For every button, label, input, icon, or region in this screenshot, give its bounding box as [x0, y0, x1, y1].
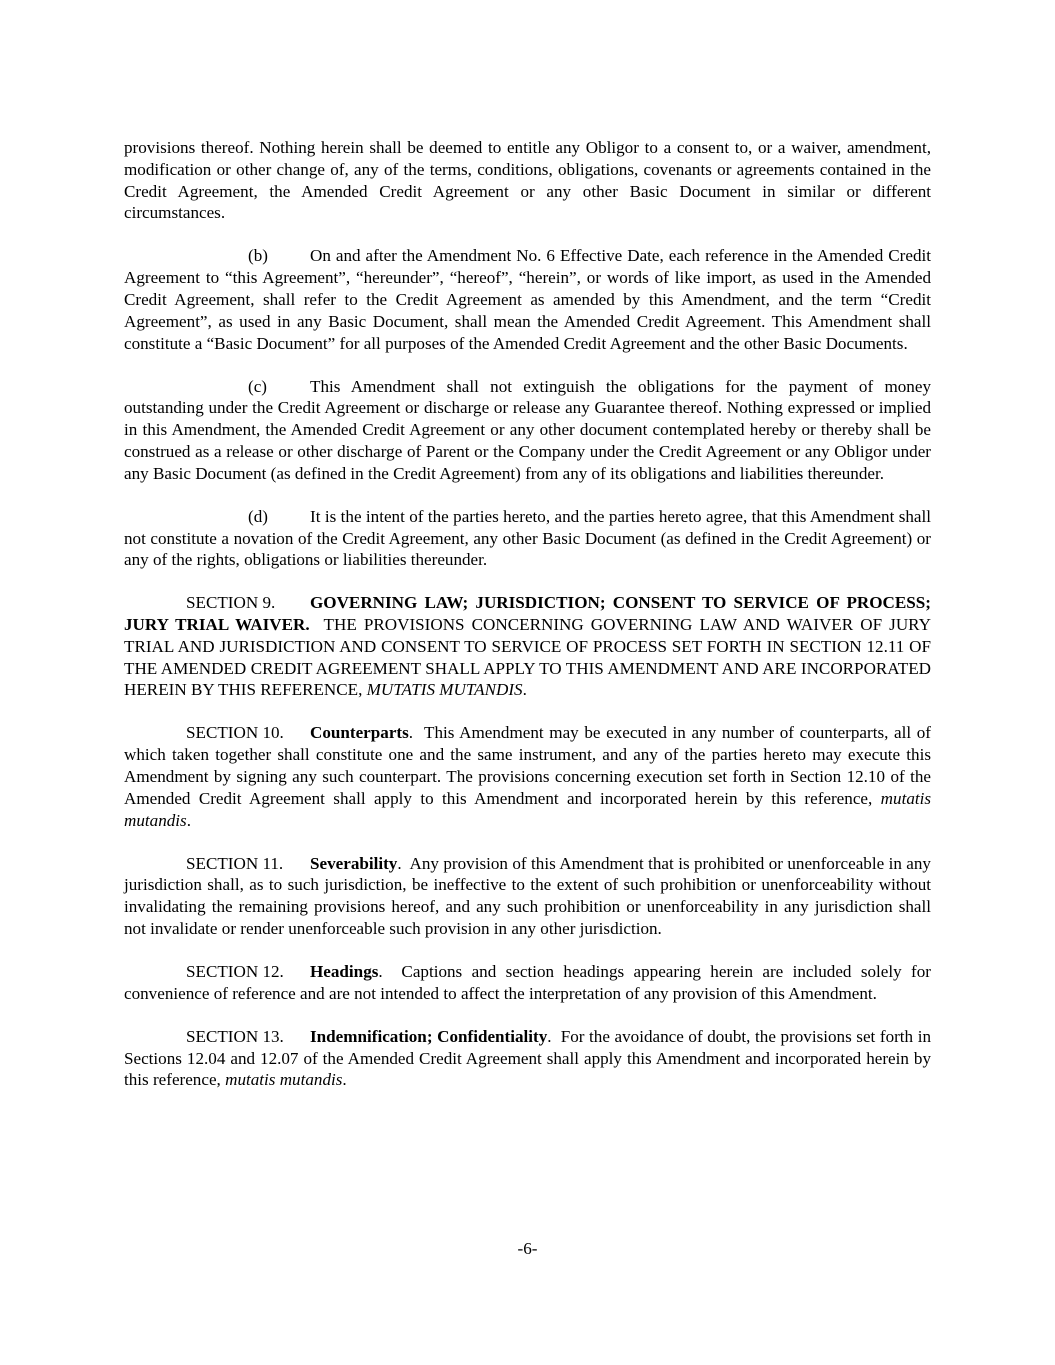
section-12: SECTION 12. Headings. Captions and section headings appearing herein are included solely for convenience of reference and are not intended to affect the interpretation of any provision of this Amendment. [124, 962, 931, 1003]
section-body: For the avoidance of doubt, the provisions set forth in Sections 12.04 and 12.07 of the Amended Credit Agreement shall apply this Amendment and incorporated herein by this reference, [124, 1026, 931, 1090]
section-italic: mutatis mutandis [225, 1070, 343, 1090]
page-number: -6- [517, 1239, 538, 1258]
section-end: . [522, 680, 527, 700]
intro-paragraph [124, 137, 931, 224]
subsection-text: This Amendment shall not extinguish the obligations for the payment of money outstanding under the Credit Agreement or discharge or release any Guarantee thereof. Nothing expressed or implied in this Amendment, the Amended Credit Agreement or any other document contemplated hereby or thereby shall be construed as a release or other discharge of Parent or the Company under the Credit Agreement or any Obligor under any Basic Document (as defined in the Credit Agreement) from any of its obligations and liabilities thereunder. [124, 376, 931, 483]
section-italic: MUTATIS MUTANDIS [366, 680, 523, 700]
section-heading: Indemnification; Confidentiality [310, 1026, 548, 1046]
section-body: Captions and section headings appearing herein are included solely for convenience of reference and are not intended to affect the interpretation of any provision of this Amendment. [124, 962, 931, 1003]
section-number: SECTION 11. [186, 853, 284, 873]
subsection-label: (c) [248, 376, 267, 396]
subsection-b [124, 245, 931, 354]
section-number: SECTION 10. [186, 723, 284, 743]
section-heading: Counterparts [310, 723, 409, 743]
section-body: THE PROVISIONS CONCERNING GOVERNING LAW AND WAIVER OF JURY TRIAL AND JURISDICTION AND CONSENT TO SERVICE OF PROCESS SET FORTH IN SECTION 12.11 OF THE AMENDED CREDIT AGREEMENT SHALL APPLY TO THIS AMENDMENT AND ARE INCORPORATED HEREIN BY THIS REFERENCE, [124, 615, 931, 700]
subsection-d [124, 506, 931, 571]
section-number: SECTION 12. [186, 962, 284, 982]
section-number: SECTION 13. [186, 1026, 284, 1046]
section-13: SECTION 13. Indemnification; Confidentiality. For the avoidance of doubt, the provisions set forth in Sections 12.04 and 12.07 of the Amended Credit Agreement shall apply this Amendment and incorporated herein by this reference, mutatis mutandis. [124, 1026, 931, 1090]
intro-text: provisions thereof. Nothing herein shall be deemed to entitle any Obligor to a consent to, or a waiver, amendment, modification or other change of, any of the terms, conditions, obligations, covenants or agreements contained in the Credit Agreement, the Amended Credit Agreement or any other Basic Document in similar or different circumstances. [124, 138, 931, 223]
section-italic: mutatis mutandis [124, 788, 932, 830]
section-11: SECTION 11. Severability. Any provision of this Amendment that is prohibited or unenforceable in any jurisdiction shall, as to such jurisdiction, be ineffective to the extent of such prohibition or unenforceability without invalidating the remaining provisions hereof, and any such prohibition or unenforceability in any jurisdiction shall not invalidate or render unenforceable such provision in any other jurisdiction. [124, 853, 931, 939]
section-end: . [186, 810, 191, 830]
section-10: SECTION 10. Counterparts. This Amendment may be executed in any number of counterparts, all of which taken together shall constitute one and the same instrument, and any of the parties hereto may execute this Amendment by signing any such counterpart. The provisions concerning execution set forth in Section 12.10 of the Amended Credit Agreement shall apply to this Amendment and incorporated herein by this reference, mutatis mutandis. [124, 723, 932, 830]
subsection-text: On and after the Amendment No. 6 Effective Date, each reference in the Amended Credit Agreement to “this Agreement”, “hereunder”, “hereof”, “herein”, or words of like import, as used in the Amended Credit Agreement, shall refer to the Credit Agreement as amended by this Amendment, and the term “Credit Agreement”, as used in any Basic Document, shall mean the Amended Credit Agreement. This Amendment shall constitute a “Basic Document” for all purposes of the Amended Credit Agreement and the other Basic Documents. [124, 246, 931, 353]
section-body: This Amendment may be executed in any number of counterparts, all of which taken together shall constitute one and the same instrument, and any of the parties hereto may execute this Amendment by signing any such counterpart. The provisions concerning execution set forth in Section 12.10 of the Amended Credit Agreement shall apply to this Amendment and incorporated herein by this reference, [124, 723, 931, 808]
subsection-text: It is the intent of the parties hereto, and the parties hereto agree, that this Amendment shall not constitute a novation of the Credit Agreement, any other Basic Document (as defined in the Credit Agreement) or any of the rights, obligations or liabilities thereunder. [124, 506, 931, 570]
section-end: . [342, 1070, 347, 1090]
subsection-label: (d) [248, 506, 268, 526]
section-heading: Severability [310, 853, 398, 873]
subsection-label: (b) [248, 246, 268, 266]
subsection-c [124, 376, 931, 485]
document-page [124, 137, 931, 1112]
section-body: Any provision of this Amendment that is prohibited or unenforceable in any jurisdiction shall, as to such jurisdiction, be ineffective to the extent of such prohibition or unenforceability without invalidating the remaining provisions hereof, and any such prohibition or unenforceability in any jurisdiction shall not invalidate or render unenforceable such provision in any other jurisdiction. [124, 853, 931, 939]
section-heading: GOVERNING LAW; JURISDICTION; CONSENT TO SERVICE OF PROCESS; JURY TRIAL WAIVER. [124, 593, 931, 635]
section-heading: Headings [310, 962, 379, 982]
section-9 [124, 592, 931, 701]
section-number: SECTION 9. [186, 593, 276, 613]
